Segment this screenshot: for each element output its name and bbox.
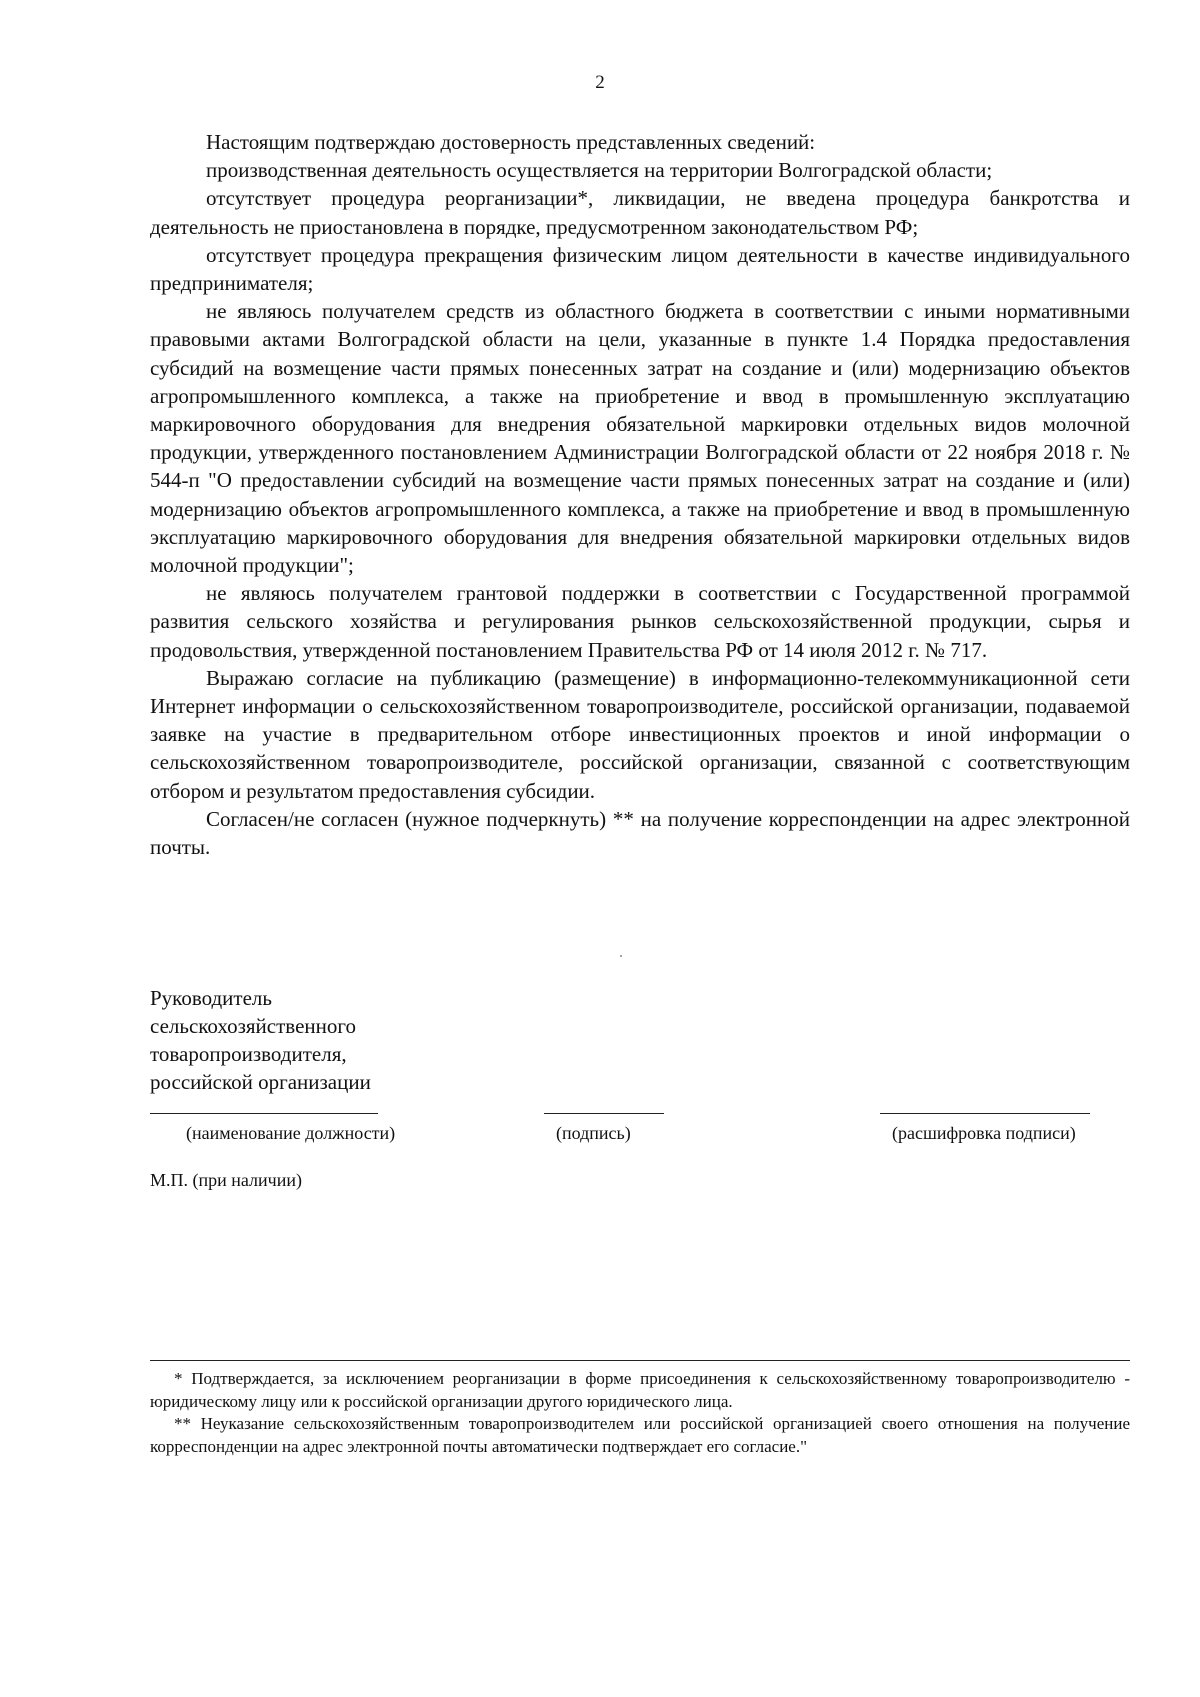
declaration-body <box>150 128 1130 861</box>
signatory-title-line: российской организации <box>150 1070 371 1094</box>
seal-placeholder: М.П. (при наличии) <box>150 1170 302 1190</box>
signatory-title <box>150 984 371 1096</box>
paragraph-no-reorganization: отсутствует процедура реорганизации*, ликвидации, не введена процедура банкротства и деятельность не приостановлена в порядке, предусмотренном законодательством РФ; <box>150 186 1130 239</box>
paragraph-not-grant-recipient: не являюсь получателем грантовой поддержки в соответствии с Государственной программой развития сельского хозяйства и регулирования рынков сельскохозяйственной продукции, сырья и продовольствия, утвержденной постановлением Правительства РФ от 14 июля 2012 г. № 717. <box>150 581 1130 662</box>
paragraph-territory: производственная деятельность осуществляется на территории Волгоградской области; <box>206 158 993 183</box>
footnote-email: ** Неуказание сельскохозяйственным товаропроизводителем или российской организацией своего отношения на получение корреспонденции на адрес электронной почты автоматически подтверждает его согласие." <box>150 1414 1130 1456</box>
signature-caption: (подпись) <box>556 1123 631 1143</box>
paragraph-not-budget-recipient: не являюсь получателем средств из областного бюджета в соответствии с иными нормативными правовыми актами Волгоградской области на цели, указанные в пункте 1.4 Порядка предоставления субсидий на возмещение части прямых понесенных затрат на создание и (или) модернизацию объектов агропромышленного комплекса, а также на приобретение и ввод в промышленную эксплуатацию маркировочного оборудования для внедрения обязательной маркировки отдельных видов молочной продукции, утвержденного постановлением Администрации Волгоградской области от 22 ноября 2018 г. № 544-п "О предоставлении субсидий на возмещение части прямых понесенных затрат на создание и (или) модернизацию объектов агропромышленного комплекса, а также на приобретение и ввод в промышленную эксплуатацию маркировочного оборудования для внедрения обязательной маркировки отдельных видов молочной продукции"; <box>150 299 1130 578</box>
footnote-reorganization: * Подтверждается, за исключением реорганизации в форме присоединения к сельскохозяйственному товаропроизводителю - юридическому лицу или к российской организации другого юридического лица. <box>150 1369 1130 1411</box>
paragraph-email-consent: Согласен/не согласен (нужное подчеркнуть) ** на получение корреспонденции на адрес электронной почты. <box>150 806 1130 860</box>
footnote-separator <box>150 1360 1130 1361</box>
decoding-caption: (расшифровка подписи) <box>892 1123 1076 1143</box>
signatory-title-line: сельскохозяйственного <box>150 1014 356 1038</box>
page-number: 2 <box>595 72 605 93</box>
signatory-title-line: товаропроизводителя, <box>150 1042 347 1066</box>
paragraph-publication-consent: Выражаю согласие на публикацию (размещение) в информационно-телекоммуникационной сети Интернет информации о сельскохозяйственном товаропроизводителе, российской организации, подаваемой заявке на участие в предварительном отборе инвестиционных проектов и иной информации о сельскохозяйственном товаропроизводителе, российской организации, связанной с соответствующим отбором и результатом предоставления субсидии. <box>150 665 1130 803</box>
signature-line <box>544 1113 664 1114</box>
footnotes <box>150 1368 1130 1458</box>
paragraph-confirmation: Настоящим подтверждаю достоверность представленных сведений: <box>206 130 816 154</box>
paragraph-no-termination: отсутствует процедура прекращения физическим лицом деятельности в качестве индивидуального предпринимателя; <box>150 242 1130 296</box>
signatory-title-line: Руководитель <box>150 986 272 1010</box>
decoding-line <box>880 1113 1090 1114</box>
scan-speck <box>620 955 622 957</box>
position-line <box>150 1113 378 1114</box>
position-caption: (наименование должности) <box>186 1123 396 1143</box>
